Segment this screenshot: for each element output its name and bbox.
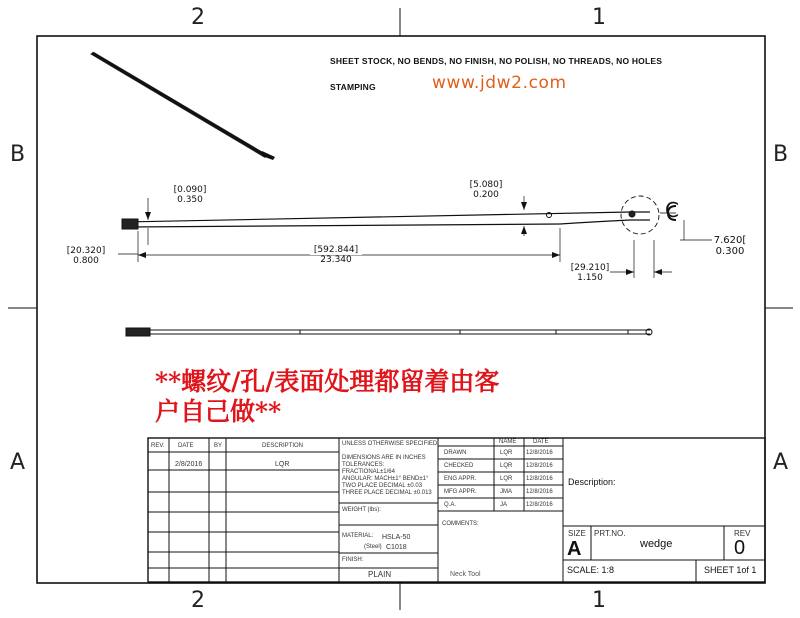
isometric-view: [90, 52, 275, 160]
dimension-thickness: [0.090] 0.350: [173, 185, 207, 205]
rev-value: 0: [734, 537, 746, 559]
signoff-role: Q.A.: [444, 502, 457, 508]
dimension-handle-length: [20.320] 0.800: [66, 246, 106, 266]
zone-label-left-b: B: [10, 142, 26, 167]
zone-label-right-b: B: [773, 142, 789, 167]
unless-label: UNLESS OTHERWISE SPECIFIED:: [342, 441, 439, 447]
title-block-grid: [148, 438, 765, 582]
material-value-1: HSLA-50: [382, 534, 411, 541]
drawing-border: [37, 36, 765, 583]
signoff-name: JA: [500, 502, 508, 508]
rev-label: REV: [734, 529, 751, 538]
signoff-name: LQR: [500, 476, 513, 482]
sheet-label: SHEET 1of 1: [704, 565, 757, 575]
material-label: MATERIAL:: [342, 533, 374, 539]
zone-label-bottom-2: 2: [191, 588, 205, 613]
date-header: DATE: [533, 439, 549, 445]
partno-label: PRT.NO.: [594, 529, 626, 538]
process-note: STAMPING: [330, 82, 376, 92]
signoff-name: LQR: [500, 463, 513, 469]
top-view: [126, 328, 652, 336]
signoff-date: 12/8/2016: [526, 489, 553, 495]
weight-label: WEIGHT (lbs):: [342, 507, 381, 513]
rev-header-by: BY: [214, 443, 223, 449]
finish-value: PLAIN: [368, 570, 392, 579]
rev-row-description: LQR: [275, 461, 290, 468]
dimension-notch-width: 7.620[ 0.300: [713, 235, 747, 257]
red-note-line-2: 户自己做**: [155, 397, 282, 426]
signoff-name: JMA: [500, 489, 512, 495]
rev-header-date: DATE: [178, 443, 194, 449]
scale-label: SCALE: 1:8: [567, 565, 615, 575]
signoff-date: 12/8/2016: [526, 463, 553, 469]
rev-header-description: DESCRIPTION: [262, 443, 304, 449]
signoff-role: ENG APPR.: [444, 476, 477, 482]
zone-label-right-a: A: [773, 450, 789, 475]
signoff-role: DRAWN: [444, 450, 467, 456]
finish-label: FINISH:: [342, 557, 364, 563]
signoff-role: MFG APPR.: [444, 489, 477, 495]
signoff-date: 12/8/2016: [526, 502, 553, 508]
signoff-role: CHECKED: [444, 463, 474, 469]
zone-label-top-1: 1: [592, 5, 606, 30]
footer-name: Neck Tool: [450, 571, 481, 578]
signoff-date: 12/8/2016: [526, 450, 553, 456]
zone-label-bottom-1: 1: [592, 588, 606, 613]
watermark-url: www.jdw2.com: [432, 73, 567, 93]
signoff-name: LQR: [500, 450, 513, 456]
size-label: SIZE: [568, 529, 586, 538]
material-value-2: C1018: [386, 544, 407, 551]
size-value: A: [567, 538, 582, 560]
dimension-tip-thickness: [5.080] 0.200: [469, 180, 503, 200]
rev-row-date: 2/8/2016: [175, 461, 203, 468]
dimension-lines: [118, 196, 712, 278]
red-note-line-1: **螺纹/孔/表面处理都留着由客: [155, 367, 500, 396]
zone-label-left-a: A: [10, 450, 26, 475]
tolerance-block: DIMENSIONS ARE IN INCHES TOLERANCES: FRACTIONAL±1/64 ANGULAR: MACH±1° BEND±1° TWO PLACE DECIMAL ±0.03 THREE PLACE DECIMAL ±0.013: [342, 455, 432, 496]
material-note: SHEET STOCK, NO BENDS, NO FINISH, NO POLISH, NO THREADS, NO HOLES: [330, 56, 663, 66]
zone-label-top-2: 2: [191, 5, 205, 30]
partno-value: wedge: [640, 538, 673, 550]
rev-header-rev: REV.: [151, 443, 165, 449]
material-sub: (Steel): [364, 544, 382, 550]
name-header: NAME: [499, 439, 517, 445]
dimension-overall-length: [592.844] 23.340: [310, 245, 362, 265]
comments-label: COMMENTS:: [442, 521, 479, 527]
description-label: Description:: [568, 477, 616, 487]
dimension-tip-length: [29.210] 1.150: [570, 263, 610, 283]
detail-callout: C: [665, 198, 679, 222]
signoff-date: 12/8/2016: [526, 476, 553, 482]
